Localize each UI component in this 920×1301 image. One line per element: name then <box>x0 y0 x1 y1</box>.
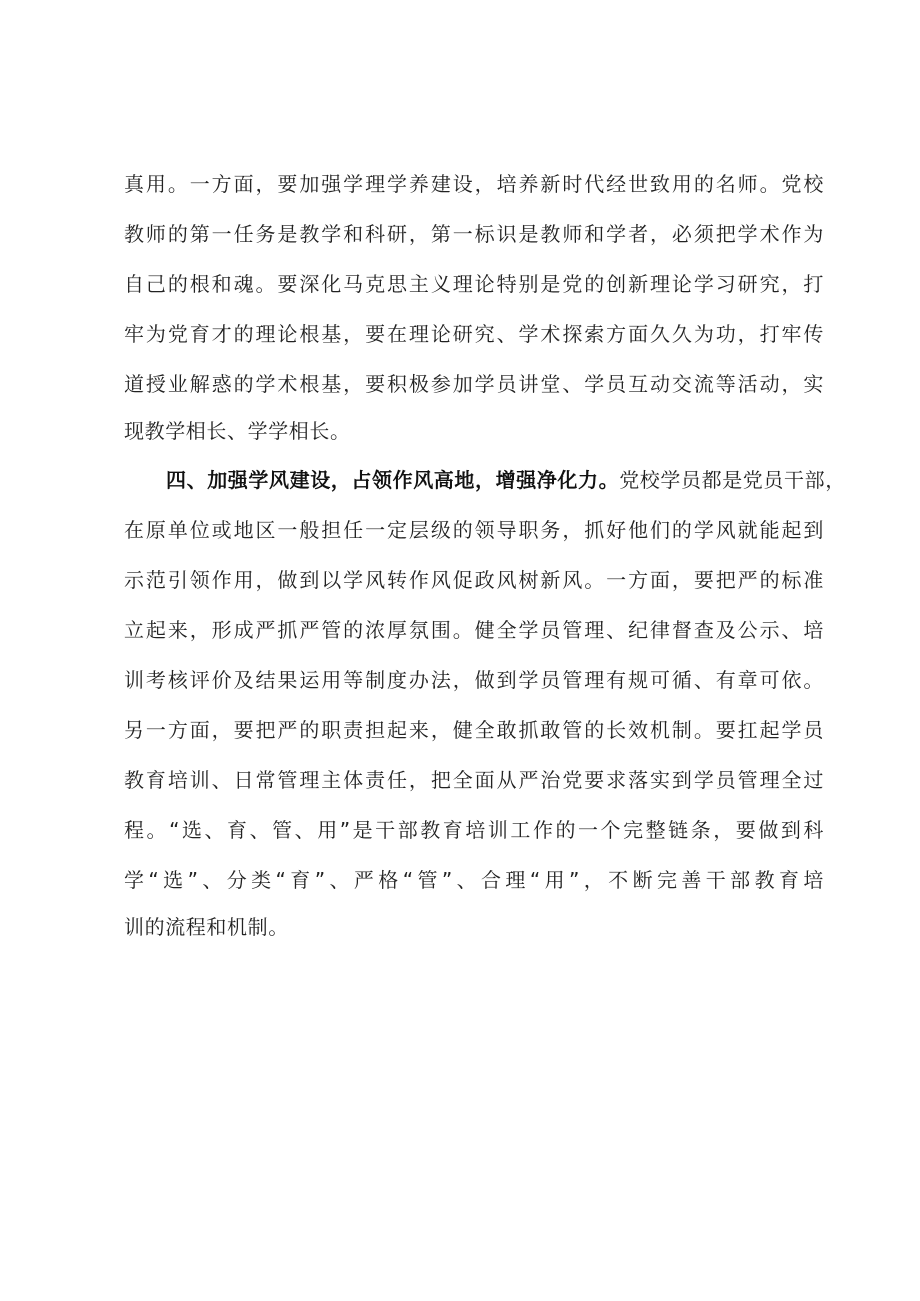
paragraph-1-line-4: 牢为党育才的理论根基，要在理论研究、学术探索方面久久为功，打牢传 <box>124 322 824 346</box>
paragraph-2-line-10: 训的流程和机制。 <box>124 915 289 939</box>
paragraph-1-line-3: 自己的根和魂。要深化马克思主义理论特别是党的创新理论学习研究，打 <box>124 272 824 296</box>
paragraph-1-line-1: 真用。一方面，要加强学理学养建设，培养新时代经世致用的名师。党校 <box>124 172 824 196</box>
paragraph-2-line-9: 学“选”、分类“育”、严格“管”、合理“用”，不断完善干部教育培 <box>124 868 824 892</box>
paragraph-2-line-2: 在原单位或地区一般担任一定层级的领导职务，抓好他们的学风就能起到 <box>124 518 824 542</box>
paragraph-2-line-8: 程。“选、育、管、用”是干部教育培训工作的一个完整链条，要做到科 <box>124 818 824 842</box>
paragraph-2-line-3: 示范引领作用，做到以学风转作风促政风树新风。一方面，要把严的标准 <box>124 568 824 592</box>
paragraph-1-line-2: 教师的第一任务是教学和科研，第一标识是教师和学者，必须把学术作为 <box>124 222 824 246</box>
paragraph-2-line-5: 训考核评价及结果运用等制度办法，做到学员管理有规可循、有章可依。 <box>124 668 824 692</box>
paragraph-2-line-4: 立起来，形成严抓严管的浓厚氛围。健全学员管理、纪律督查及公示、培 <box>124 618 824 642</box>
paragraph-2-line-1-text: 党校学员都是党员干部， <box>619 468 846 492</box>
section-heading: 四、加强学风建设，占领作风高地，增强净化力。 <box>166 468 620 492</box>
paragraph-2-line-7: 教育培训、日常管理主体责任，把全面从严治党要求落实到学员管理全过 <box>124 768 824 792</box>
paragraph-1-line-5: 道授业解惑的学术根基，要积极参加学员讲堂、学员互动交流等活动，实 <box>124 372 824 396</box>
paragraph-1-line-6: 现教学相长、学学相长。 <box>124 419 351 443</box>
paragraph-2-line-1 <box>166 461 846 499</box>
paragraph-2-line-6: 另一方面，要把严的职责担起来，健全敢抓敢管的长效机制。要扛起学员 <box>124 718 824 742</box>
